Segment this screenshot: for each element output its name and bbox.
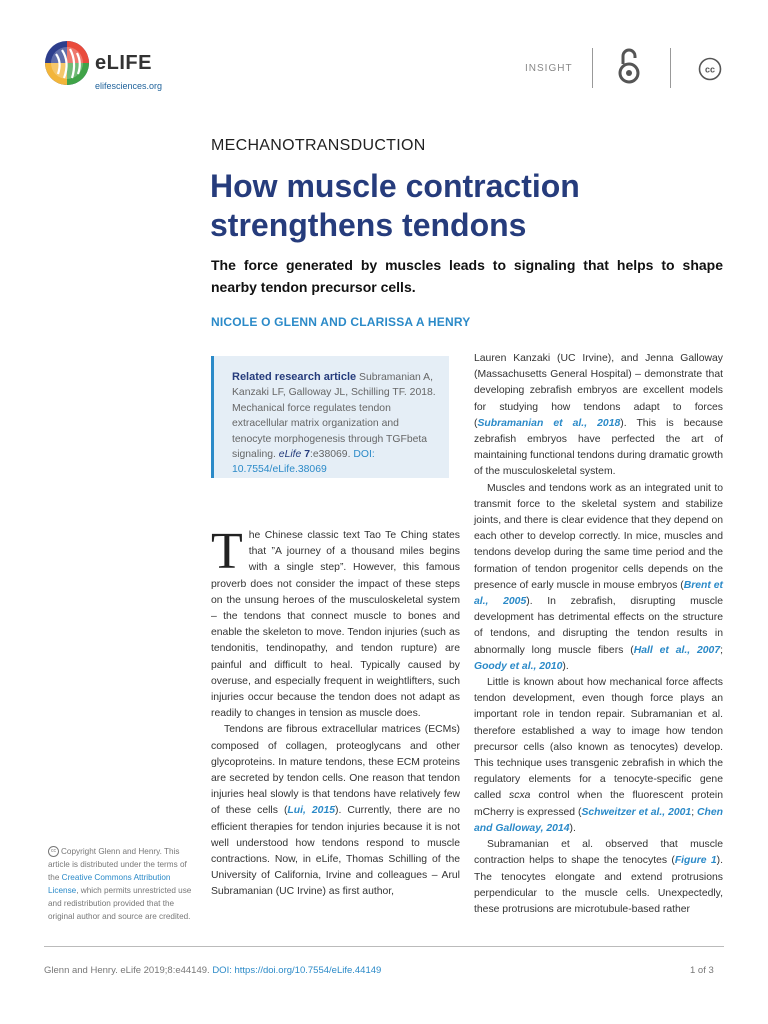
- header-divider: [670, 48, 671, 88]
- figure-link[interactable]: Figure 1: [674, 855, 717, 867]
- footer-citation: [44, 965, 381, 976]
- related-volume: 7: [304, 449, 311, 461]
- svg-text:cc: cc: [704, 64, 716, 75]
- paragraph: [474, 481, 723, 675]
- reference-link[interactable]: Lui, 2015: [287, 805, 336, 817]
- paragraph-text: ;: [720, 644, 724, 656]
- body-column-right: [474, 351, 723, 918]
- article-authors[interactable]: NICOLE O GLENN AND CLARISSA A HENRY: [211, 315, 471, 329]
- related-article-id: :e38069.: [310, 449, 351, 461]
- paragraph: [474, 675, 723, 837]
- related-label: Related research article: [232, 371, 357, 383]
- paragraph-text: he Chinese classic text Tao Te Ching states that ”A journey of a thousand miles begins with a single step”. However, this famous proverb does not consider the impact of these steps on the unsung heroes of the musculoskeletal system – the tendons that connect muscle to bones and enable the skeleton to move. Tendon injuries (such as tendonitis, tendinopathy, and tendon rupture) are painful and difficult to heal. Typically caused by overuse, and especially frequent in weightlifters, such injuries occur because the tendon does not adapt as readily to changes in tension as muscle does.: [211, 530, 460, 720]
- paragraph-text: control when the fluorescent protein mCherry is expressed (: [474, 790, 723, 818]
- reference-link[interactable]: Subramanian et al., 2018: [477, 417, 621, 429]
- article-subtitle: The force generated by muscles leads to signaling that helps to shape nearby tendon precursor cells.: [211, 257, 723, 295]
- paragraph: [474, 351, 723, 481]
- paragraph-text: ). The tenocytes elongate and extend protrusions perpendicular to the muscle cells. Unexpectedly, these protrusions are microtubule-based rather: [474, 855, 723, 915]
- brand-name: eLIFE: [95, 52, 152, 74]
- gene-name: scxa: [509, 790, 531, 802]
- section-label: INSIGHT: [525, 63, 573, 74]
- reference-link[interactable]: Brent et al., 2005: [474, 579, 723, 608]
- copyright-notice: [48, 845, 198, 923]
- header-divider: [592, 48, 593, 88]
- elife-logo-icon[interactable]: [44, 40, 90, 86]
- footer-doi-link[interactable]: DOI: https://doi.org/10.7554/eLife.44149: [212, 965, 382, 976]
- open-access-icon[interactable]: [614, 46, 644, 86]
- drop-cap: T: [211, 523, 243, 580]
- related-doi-link[interactable]: DOI: 10.7554/eLife.38069: [232, 449, 375, 476]
- copyright-text: , which permits unrestricted use and redistribution provided that the original author and source are credited.: [48, 886, 192, 921]
- cc-small-icon: cc: [48, 846, 59, 857]
- site-url[interactable]: elifesciences.org: [95, 81, 163, 91]
- paragraph-text: ). In zebrafish, disrupting muscle development has detrimental effects on the structure of tendons, and disrupting the tendon results in abnormally long muscle fibers (: [474, 596, 723, 656]
- paragraph-text: ).: [562, 660, 569, 672]
- footer-citation-text: Glenn and Henry. eLife 2019;8:e44149.: [44, 965, 213, 976]
- page-number: 1 of 3: [690, 965, 714, 976]
- paragraph-text: Subramanian et al. observed that muscle contraction helps to shape the tenocytes (: [474, 839, 723, 867]
- related-journal: eLife: [278, 449, 302, 461]
- paragraph-text: Tendons are fibrous extracellular matrices (ECMs) composed of collagen, proteoglycans and other glycoproteins. In mature tendons, these ECM proteins are secreted by tendon cells. One reason that tendon injuries heal slowly is that tendons have relatively few of these cells (: [211, 724, 460, 817]
- paragraph-text: Little is known about how mechanical force affects tendon development, even though force plays an important role in tendon repair. Subramanian et al. therefore established a way to image how tendon precursor cells (also known as tenocytes) develop. This technique uses transgenic zebrafish in which the regulatory elements for a tenocyte-specific gene called: [474, 677, 723, 802]
- reference-link[interactable]: Hall et al., 2007: [633, 644, 721, 656]
- paragraph: [474, 837, 723, 918]
- paragraph-text: ).: [569, 822, 576, 834]
- paragraph-text: ). Currently, there are no efficient therapies for tendon injuries because it is not well understood how tendons respond to muscle contractions. Now, in eLife, Thomas Schilling of the University of California, Irvine and colleagues – Arul Subramanian (UC Irvine) as first author,: [211, 805, 460, 898]
- reference-link[interactable]: Goody et al., 2010: [474, 660, 563, 672]
- paragraph: [211, 722, 460, 900]
- paragraph-text: Muscles and tendons work as an integrated unit to transmit force to the skeletal system and stabilize joints, and there is clear evidence that they depend on each other to develop correctly. In mice, muscles and tendons develop during the same time period and the formation of tendon progenitor cells depends on the presence of early muscle in mouse embryos (: [474, 482, 723, 591]
- creative-commons-icon[interactable]: [698, 57, 722, 81]
- article-kicker: MECHANOTRANSDUCTION: [211, 137, 426, 154]
- reference-link[interactable]: Chen and Galloway, 2014: [474, 806, 723, 834]
- copyright-text: Copyright Glenn and Henry. This article is distributed under the terms of the: [48, 847, 187, 882]
- article-title: How muscle contraction strengthens tendons: [210, 168, 580, 243]
- paragraph-text: ). This is because zebrafish embryos have perfected the art of maintaining functional tendons during dramatic growth of the musculoskeletal system.: [474, 417, 723, 478]
- reference-link[interactable]: Schweitzer et al., 2001: [581, 806, 692, 818]
- related-citation: Subramanian A, Kanzaki LF, Galloway JL, Schilling TF. 2018. Mechanical force regulates tendon extracellular matrix organization and tenocyte morphogenesis through TGFbeta signaling.: [232, 372, 436, 461]
- related-article-box: [211, 356, 449, 478]
- paragraph: [211, 523, 460, 722]
- paragraph-text: Lauren Kanzaki (UC Irvine), and Jenna Galloway (Massachusetts General Hospital) – demonstrate that developing zebrafish embryos are excellent models for studying how tendons adapt to forces (: [474, 353, 723, 429]
- license-link[interactable]: Creative Commons Attribution License: [48, 873, 171, 895]
- body-column-left: [211, 523, 460, 901]
- paragraph-text: ;: [691, 806, 698, 818]
- footer-divider: [44, 946, 724, 947]
